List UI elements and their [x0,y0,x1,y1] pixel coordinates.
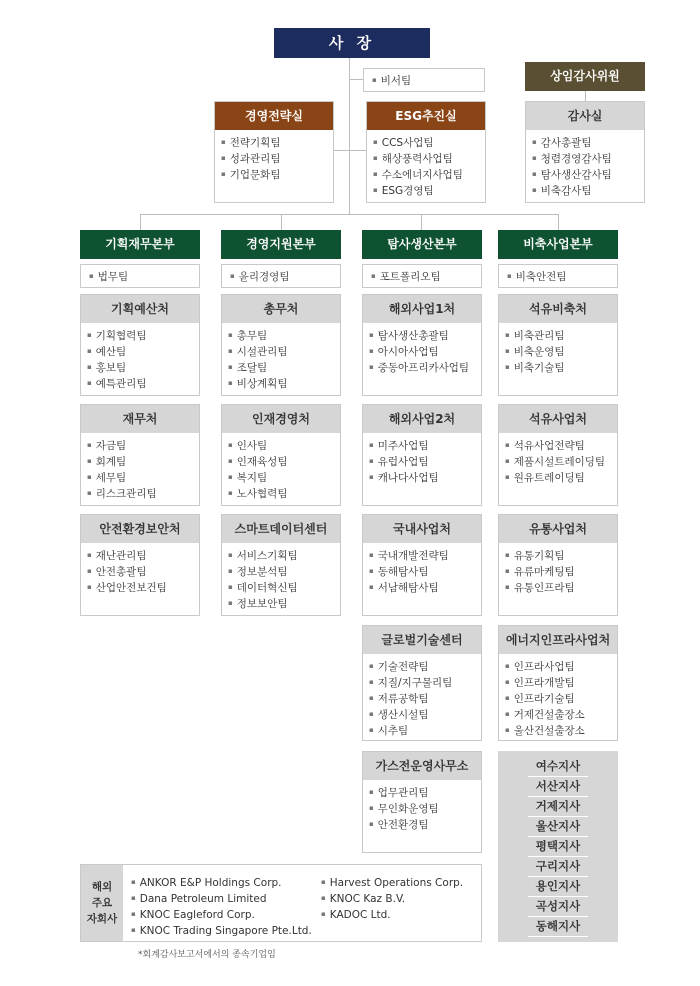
branch-item: 동해지사 [528,917,588,937]
label-line: 자회사 [86,913,118,925]
team-item: ▪ 인프라사업팀 [505,659,617,675]
division-team: ▪ 법무팀 [80,264,200,288]
team-item: ▪ 시설관리팀 [228,344,340,360]
subsidiary-item: ▪ KADOC Ltd. [321,907,463,923]
dept-title: 기획예산처 [81,295,199,323]
team-item: ▪ 유통기획팀 [505,548,617,564]
team-item: ▪ 중동아프리카사업팀 [369,360,481,376]
team-item: ▪ 예특관리팀 [87,376,199,392]
dept-title: 유통사업처 [499,515,617,543]
subsidiaries-col2 [321,875,463,923]
team-item: ▪ 인프라기술팀 [505,691,617,707]
team-item: ▪ 자금팀 [87,438,199,454]
team-item: ▪ 인사팀 [228,438,340,454]
dept-title: 석유사업처 [499,405,617,433]
team-item: ▪ 정보분석팀 [228,564,340,580]
team-item: ▪ 탐사생산총괄팀 [369,328,481,344]
dept-list [499,323,617,376]
branch-item: 곡성지사 [528,897,588,917]
team-item: ▪ 데이터혁신팀 [228,580,340,596]
team-item: ▪ 인재육성팀 [228,454,340,470]
team-item: ▪ 아시아사업팀 [369,344,481,360]
team-item: ▪ 동해탐사팀 [369,564,481,580]
team-item: ▪ 서남해탐사팀 [369,580,481,596]
label-line: 해외 [91,881,113,893]
dept-list [499,543,617,596]
dept-list [363,543,481,596]
dept-box [498,625,618,741]
dept-list [222,433,340,502]
team-item: ▪ 비축운영팀 [505,344,617,360]
team-item: ▪ 캐나다사업팀 [369,470,481,486]
branch-item: 용인지사 [528,877,588,897]
team-item: ▪ 비축감사팀 [532,183,644,199]
team-item: ▪ 전략기획팀 [221,135,333,151]
team-item: ▪ 노사협력팀 [228,486,340,502]
branch-item: 울산지사 [528,817,588,837]
team-item: ▪ 기술전략팀 [369,659,481,675]
dept-box [498,294,618,396]
team-item: ▪ 해상풍력사업팀 [373,151,485,167]
audit-office [525,101,645,203]
dept-title: 글로벌기술센터 [363,626,481,654]
esg-list [367,130,485,199]
team-item: ▪ CCS사업팀 [373,135,485,151]
team-item: ▪ 재난관리팀 [87,548,199,564]
dept-box [221,294,341,396]
subsidiary-item: ▪ KNOC Kaz B.V. [321,891,463,907]
team-item: ▪ 인프라개발팀 [505,675,617,691]
team-item: ▪ 안전환경팀 [369,817,481,833]
team-item: ▪ 산업안전보건팀 [87,580,199,596]
team-item: ▪ 거제건설출장소 [505,707,617,723]
dept-box [362,404,482,506]
subsidiary-item: ▪ Dana Petroleum Limited [131,891,312,907]
team-item: ▪ 조달팀 [228,360,340,376]
team-item: ▪ 원유트레이딩팀 [505,470,617,486]
division-team: ▪ 윤리경영팀 [221,264,341,288]
ceo-box: 사 장 [274,28,430,58]
audit-committee-box: 상임감사위원 [525,62,645,91]
dept-box [498,404,618,506]
dept-title: 인재경영처 [222,405,340,433]
subsidiary-item: ▪ KNOC Trading Singapore Pte.Ltd. [131,923,312,939]
team-item: ▪ 수소에너지사업팀 [373,167,485,183]
team-item: ▪ 탐사생산감사팀 [532,167,644,183]
team-item: ▪ 홍보팀 [87,360,199,376]
team-item: ▪ 비축기술팀 [505,360,617,376]
dept-list [499,654,617,739]
team-item: ▪ 미주사업팀 [369,438,481,454]
team-item: ▪ 지질/지구물리팀 [369,675,481,691]
division-exploration-production: 탐사생산본부 [362,230,482,259]
dept-title: 에너지인프라사업처 [499,626,617,654]
subsidiary-item: ▪ Harvest Operations Corp. [321,875,463,891]
footnote: *회계감사보고서에서의 종속기업임 [138,950,276,960]
dept-list [363,433,481,486]
team-item: ▪ 리스크관리팀 [87,486,199,502]
team-item: ▪ 감사총괄팀 [532,135,644,151]
esg-title: ESG추진실 [367,102,485,130]
division-team: ▪ 포트폴리오팀 [362,264,482,288]
team-item: ▪ 정보보안팀 [228,596,340,612]
team-item: ▪ 업무관리팀 [369,785,481,801]
strategy-office [214,101,334,203]
dept-title: 안전환경보안처 [81,515,199,543]
branch-item: 구리지사 [528,857,588,877]
team-item: ▪ 유통인프라팀 [505,580,617,596]
dept-title: 가스전운영사무소 [363,752,481,780]
team-item: ▪ 총무팀 [228,328,340,344]
team-item: ▪ 예산팀 [87,344,199,360]
subsidiaries-col1 [131,875,312,939]
dept-list [222,543,340,612]
branch-item: 여수지사 [528,757,588,777]
dept-list [363,323,481,376]
team-item: ▪ 무인화운영팀 [369,801,481,817]
dept-list [81,543,199,596]
dept-box [221,514,341,616]
branch-item: 평택지사 [528,837,588,857]
team-item: ▪ 생산시설팀 [369,707,481,723]
dept-list [363,780,481,833]
team-item: ▪ 기업문화팀 [221,167,333,183]
overseas-subsidiaries [80,864,482,942]
branch-offices [498,751,618,942]
team-item: ▪ 복지팀 [228,470,340,486]
team-item: ▪ 청렴경영감사팀 [532,151,644,167]
dept-title: 재무처 [81,405,199,433]
team-item: ▪ 세무팀 [87,470,199,486]
division-stockpile: 비축사업본부 [498,230,618,259]
team-item: ▪ 시추팀 [369,723,481,739]
dept-title: 석유비축처 [499,295,617,323]
dept-list [363,654,481,739]
dept-box [362,625,482,741]
dept-title: 총무처 [222,295,340,323]
team-item: ▪ 서비스기획팀 [228,548,340,564]
dept-title: 국내사업처 [363,515,481,543]
dept-box [80,404,200,506]
audit-title: 감사실 [526,102,644,130]
team-item: ▪ 비상계획팀 [228,376,340,392]
team-item: ▪ 제품시설트레이딩팀 [505,454,617,470]
team-item: ▪ 회계팀 [87,454,199,470]
dept-box [362,514,482,616]
division-management-support: 경영지원본부 [221,230,341,259]
label-line: 주요 [91,897,113,909]
division-planning-finance: 기획재무본부 [80,230,200,259]
subsidiary-item: ▪ KNOC Eagleford Corp. [131,907,312,923]
branch-item: 거제지사 [528,797,588,817]
team-item: ▪ 안전총괄팀 [87,564,199,580]
dept-list [81,323,199,392]
dept-list [81,433,199,502]
dept-box [362,294,482,396]
dept-box [362,751,482,853]
subsidiaries-label [81,865,123,941]
team-item: ▪ 유류마케팅팀 [505,564,617,580]
secretary-team: ▪ 비서팀 [363,68,485,92]
team-item: ▪ 유럽사업팀 [369,454,481,470]
team-item: ▪ 울산건설출장소 [505,723,617,739]
division-team: ▪ 비축안전팀 [498,264,618,288]
dept-title: 스마트데이터센터 [222,515,340,543]
strategy-title: 경영전략실 [215,102,333,130]
subsidiary-item: ▪ ANKOR E&P Holdings Corp. [131,875,312,891]
branch-item: 서산지사 [528,777,588,797]
team-item: ▪ 성과관리팀 [221,151,333,167]
esg-office [366,101,486,203]
audit-list [526,130,644,199]
dept-box [80,514,200,616]
team-item: ▪ 기획협력팀 [87,328,199,344]
dept-list [222,323,340,392]
team-item: ▪ ESG경영팀 [373,183,485,199]
dept-box [80,294,200,396]
dept-title: 해외사업1처 [363,295,481,323]
team-item: ▪ 석유사업전략팀 [505,438,617,454]
team-item: ▪ 비축관리팀 [505,328,617,344]
team-item: ▪ 국내개발전략팀 [369,548,481,564]
dept-box [498,514,618,616]
dept-list [499,433,617,486]
dept-box [221,404,341,506]
dept-title: 해외사업2처 [363,405,481,433]
team-item: ▪ 저류공학팀 [369,691,481,707]
strategy-list [215,130,333,183]
